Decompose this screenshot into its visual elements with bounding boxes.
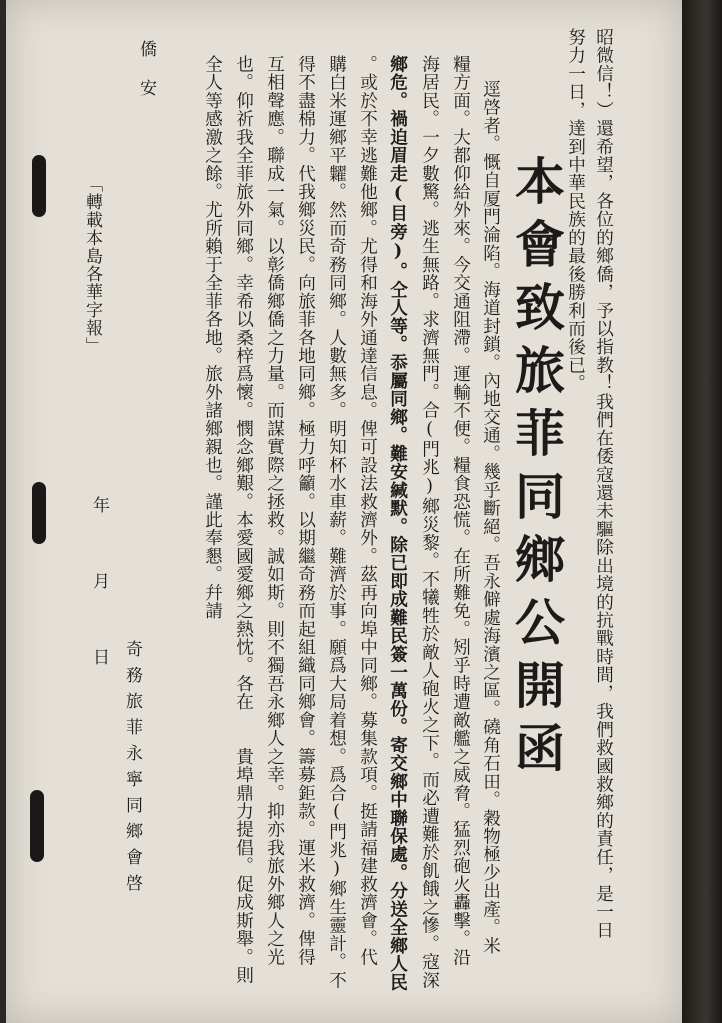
- date-day-label: 日: [89, 648, 109, 665]
- document-page: [6, 0, 682, 1023]
- intro-line-2: 努力一日，達到中華民族的最後勝利而後已。: [565, 28, 586, 393]
- body-line-10: 全人等感激之餘。尤所賴于全菲各地。旅外諸鄉親也。謹此奉懇。幷請: [202, 55, 223, 620]
- body-line-7: 得不盡棉力。代我鄉災民。向旅菲各地同鄉。極力呼籲。以期繼奇務而起組織同鄉會。籌募鉅款。運米救濟。俾得: [295, 55, 316, 966]
- binding-hole-top: [32, 155, 46, 217]
- signature: 奇務旅菲永寧同鄉會啓: [122, 640, 142, 900]
- body-line-3: 海居民。一夕數驚。逃生無路。求濟無門。合(門兆)鄉災黎。不犧牲於敵人砲火之下。而必遭難於飢餓之慘。寇深: [419, 55, 440, 990]
- closing-salutation: 僑安: [136, 40, 156, 118]
- date-year-label: 年: [89, 496, 109, 513]
- binding-hole-middle: [32, 482, 46, 544]
- body-line-4: 鄉危。禍迫眉走(目旁)。仝人等。忝屬同鄉。難安緘默。除已即成難民簽一萬份。寄交鄉中聯保處。分送全鄉人民: [387, 55, 409, 992]
- body-line-8: 互相聲應。聯成一氣。以彰僑鄉僑之力量。而謀實際之拯救。誠如斯。則不獨吾永鄉人之幸。抑亦我旅外鄉人之光: [264, 55, 285, 966]
- source-note: 「轉載本島各華字報」: [82, 175, 102, 355]
- body-line-1: 逕啓者。慨自厦門淪陷。海道封鎖。內地交通。幾乎斷絕。吾永僻處海濱之區。磽角石田。穀物極少出產。米: [480, 80, 501, 955]
- intro-line-1: 昭微信！）還希望，各位的鄉僑，予以指教！我們在倭寇還未驅除出境的抗戰時間，我們救國救鄉的責任，是一日: [593, 28, 614, 939]
- scan-edge: [682, 0, 722, 1023]
- body-line-2: 糧方面。大都仰給外來。今交通阻滯。運輸不便。糧食恐慌。在所難免。矧乎時遭敵艦之威脅。猛烈砲火轟擊。沿: [450, 55, 471, 966]
- body-line-6: 購白米運鄉平糶。然而奇務同鄉。人數無多。明知杯水車薪。難濟於事。願爲大局着想。爲合(門兆)鄉生靈計。不: [326, 55, 347, 990]
- binding-hole-bottom: [30, 790, 44, 862]
- body-line-5: 。或於不幸逃難他鄉。尤得和海外通達信息。俾可設法救濟外。茲再向埠中同鄉。募集款項。挺請福建救濟會。代: [357, 55, 378, 966]
- letter-title: 本會致旅菲同鄉公開函: [507, 155, 566, 785]
- body-line-9: 也。仰祈我全菲旅外同鄉。幸希以桑梓爲懷。憫念鄉艱。本愛國愛鄉之熱忱。各在 貴埠鼎力提倡。促成斯舉。則: [233, 55, 254, 985]
- date-month-label: 月: [89, 572, 109, 589]
